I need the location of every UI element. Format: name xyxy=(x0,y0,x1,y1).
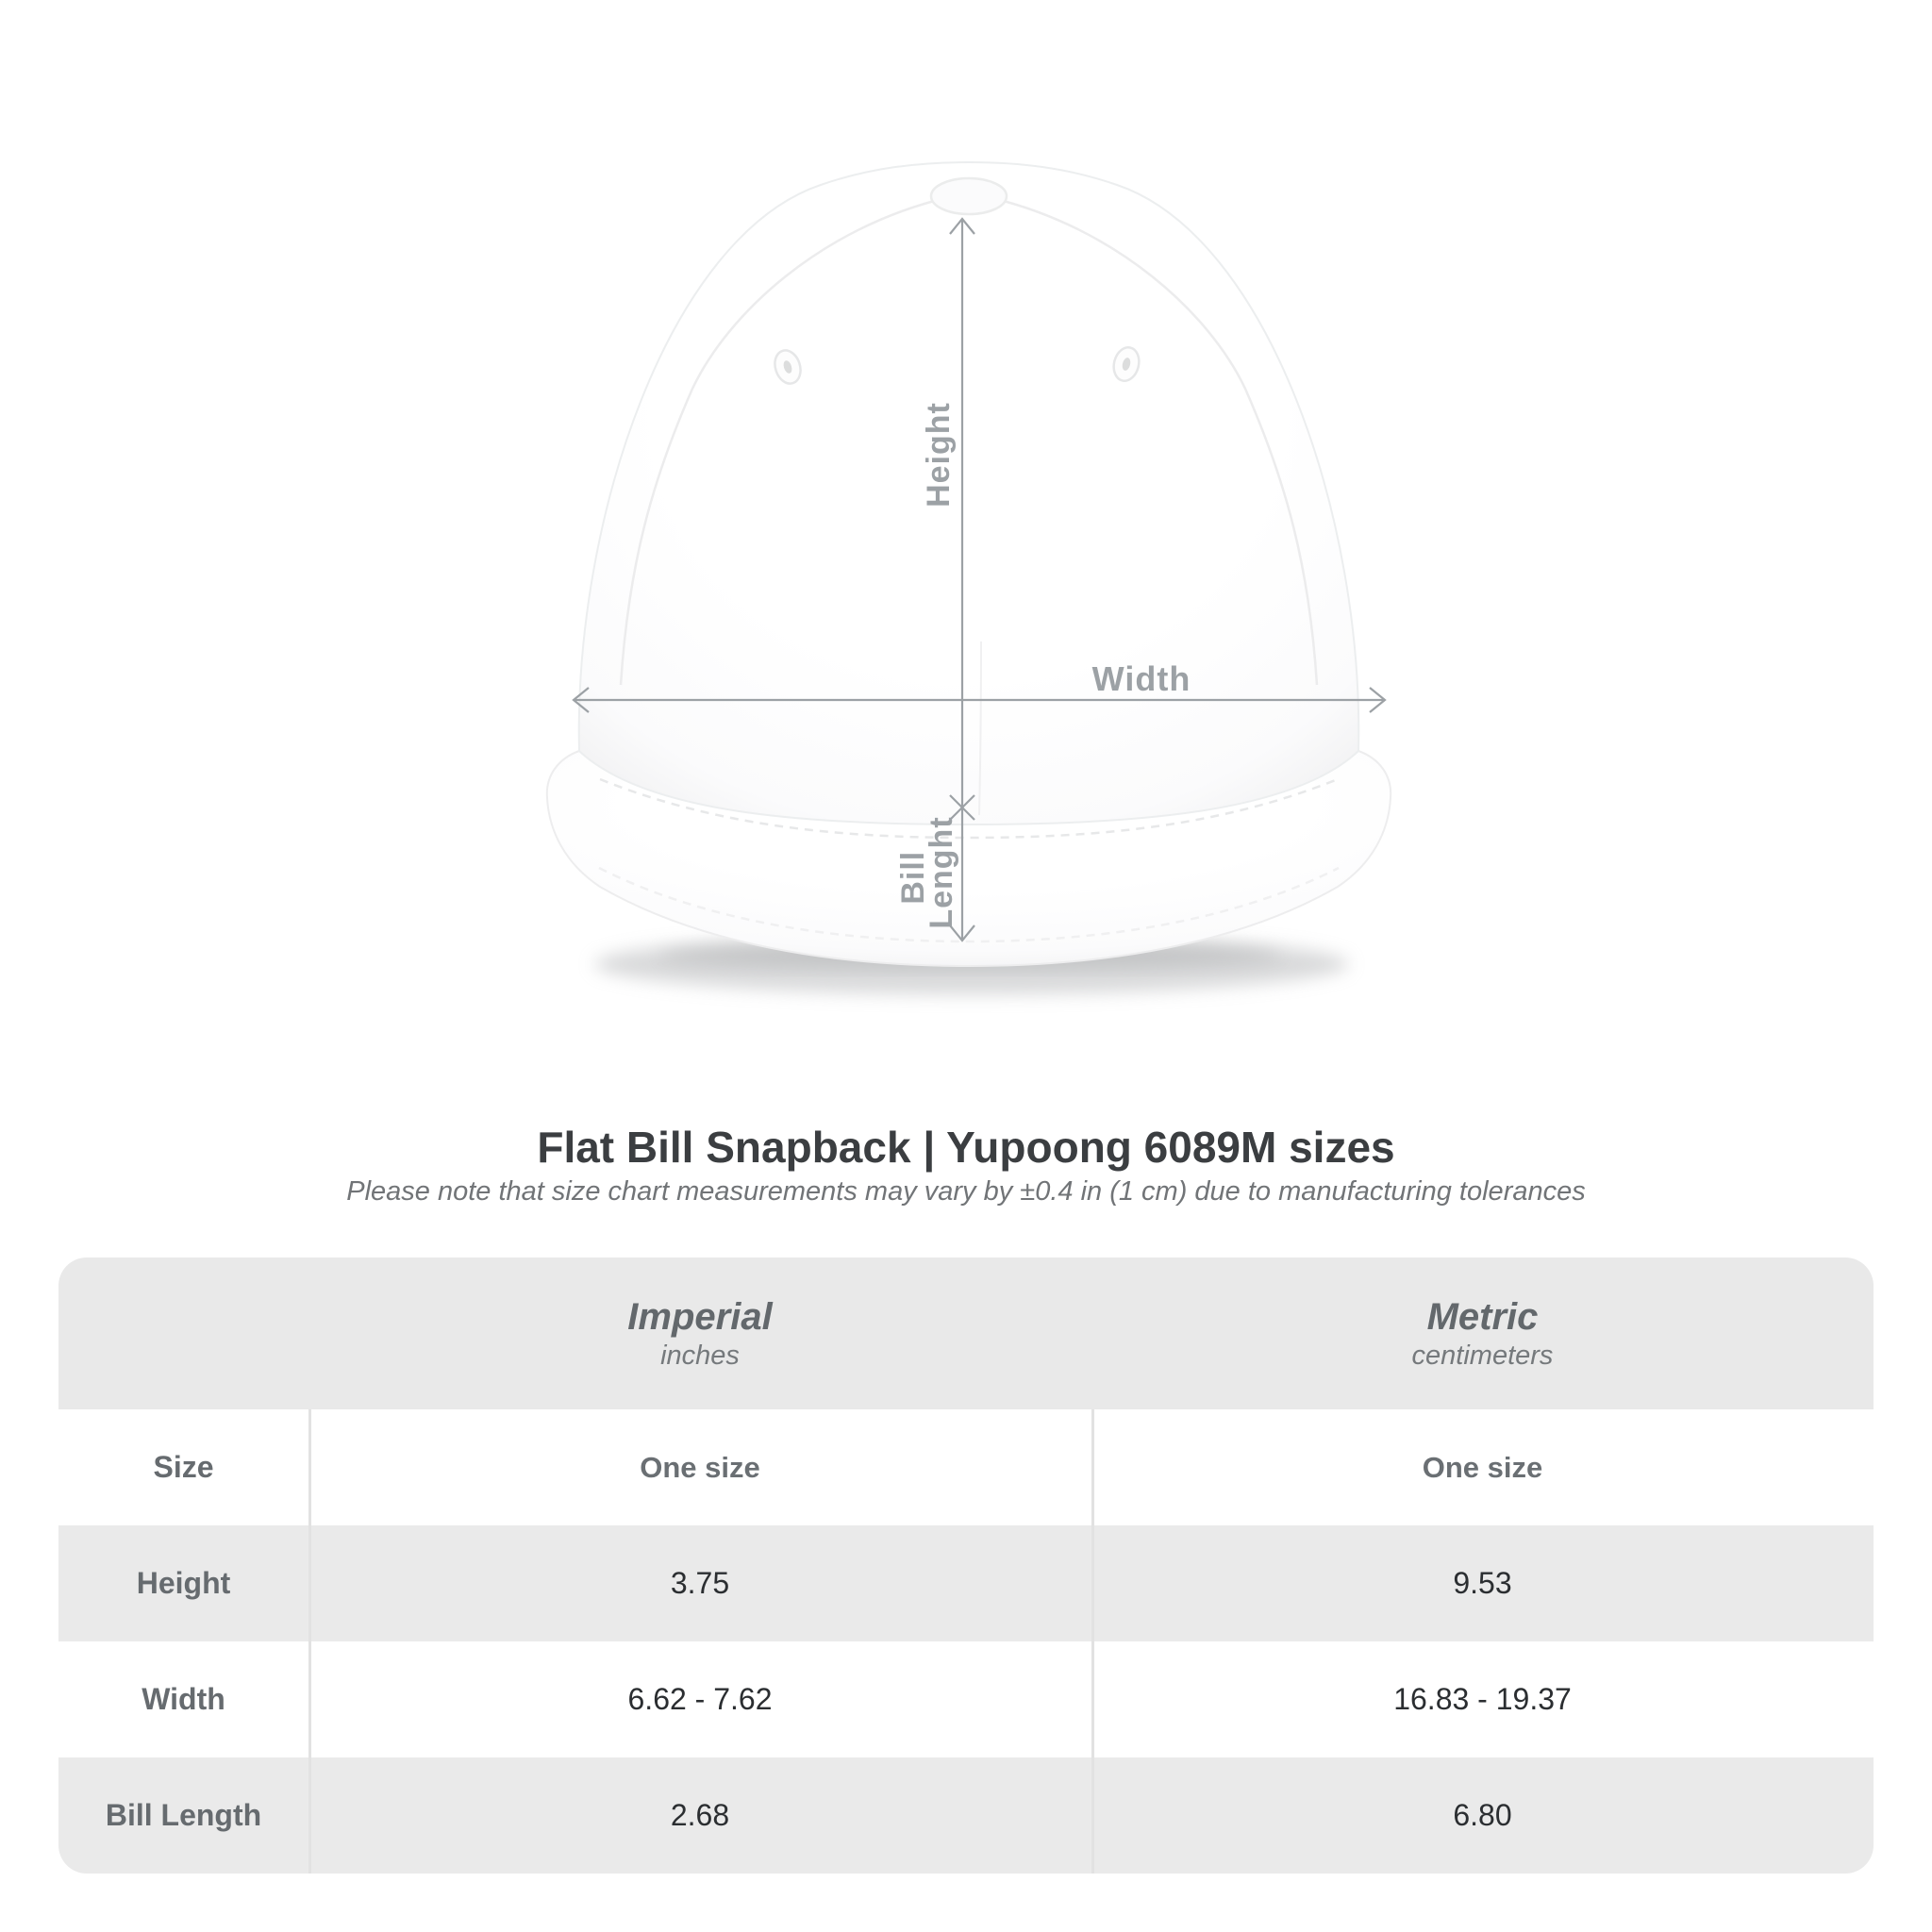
row-label: Bill Length xyxy=(105,1798,262,1832)
table-row-width xyxy=(58,1641,1874,1757)
width-arrow-label: Width xyxy=(1091,659,1191,698)
bill-label-line2: Lenght xyxy=(924,816,959,929)
imperial-value: 3.75 xyxy=(670,1566,730,1600)
imperial-column-header xyxy=(308,1257,1091,1409)
hat-crown xyxy=(579,162,1359,824)
height-arrow-label: Height xyxy=(921,402,957,508)
table-row-size xyxy=(58,1409,1874,1525)
imperial-label: Imperial xyxy=(627,1295,773,1338)
imperial-value: 6.62 - 7.62 xyxy=(627,1682,773,1716)
metric-value: 16.83 - 19.37 xyxy=(1393,1682,1572,1716)
table-header xyxy=(58,1257,1874,1409)
metric-value: 6.80 xyxy=(1453,1798,1512,1832)
page-subtitle: Please note that size chart measurements may vary by ±0.4 in (1 cm) due to manufacturing tolerances xyxy=(346,1176,1586,1207)
column-divider-left xyxy=(308,1409,311,1874)
table-row-height xyxy=(58,1525,1874,1641)
table-row-bill-length xyxy=(58,1757,1874,1874)
row-label: Height xyxy=(136,1566,231,1600)
hat-button xyxy=(931,178,1007,214)
metric-unit: centimeters xyxy=(1411,1340,1554,1371)
metric-label: Metric xyxy=(1426,1295,1539,1338)
size-table xyxy=(58,1257,1874,1874)
metric-value: 9.53 xyxy=(1453,1566,1512,1600)
column-divider-right xyxy=(1091,1409,1094,1874)
page-title: Flat Bill Snapback | Yupoong 6089M sizes xyxy=(537,1123,1395,1172)
bill-label-line1: Bill xyxy=(895,850,931,905)
metric-column-header xyxy=(1091,1257,1874,1409)
imperial-value: 2.68 xyxy=(670,1798,730,1832)
hat-diagram xyxy=(509,113,1453,1057)
imperial-unit: inches xyxy=(660,1340,740,1371)
imperial-value: One size xyxy=(640,1450,760,1484)
row-label: Width xyxy=(142,1682,225,1716)
metric-value: One size xyxy=(1422,1450,1543,1484)
row-label: Size xyxy=(153,1450,214,1484)
